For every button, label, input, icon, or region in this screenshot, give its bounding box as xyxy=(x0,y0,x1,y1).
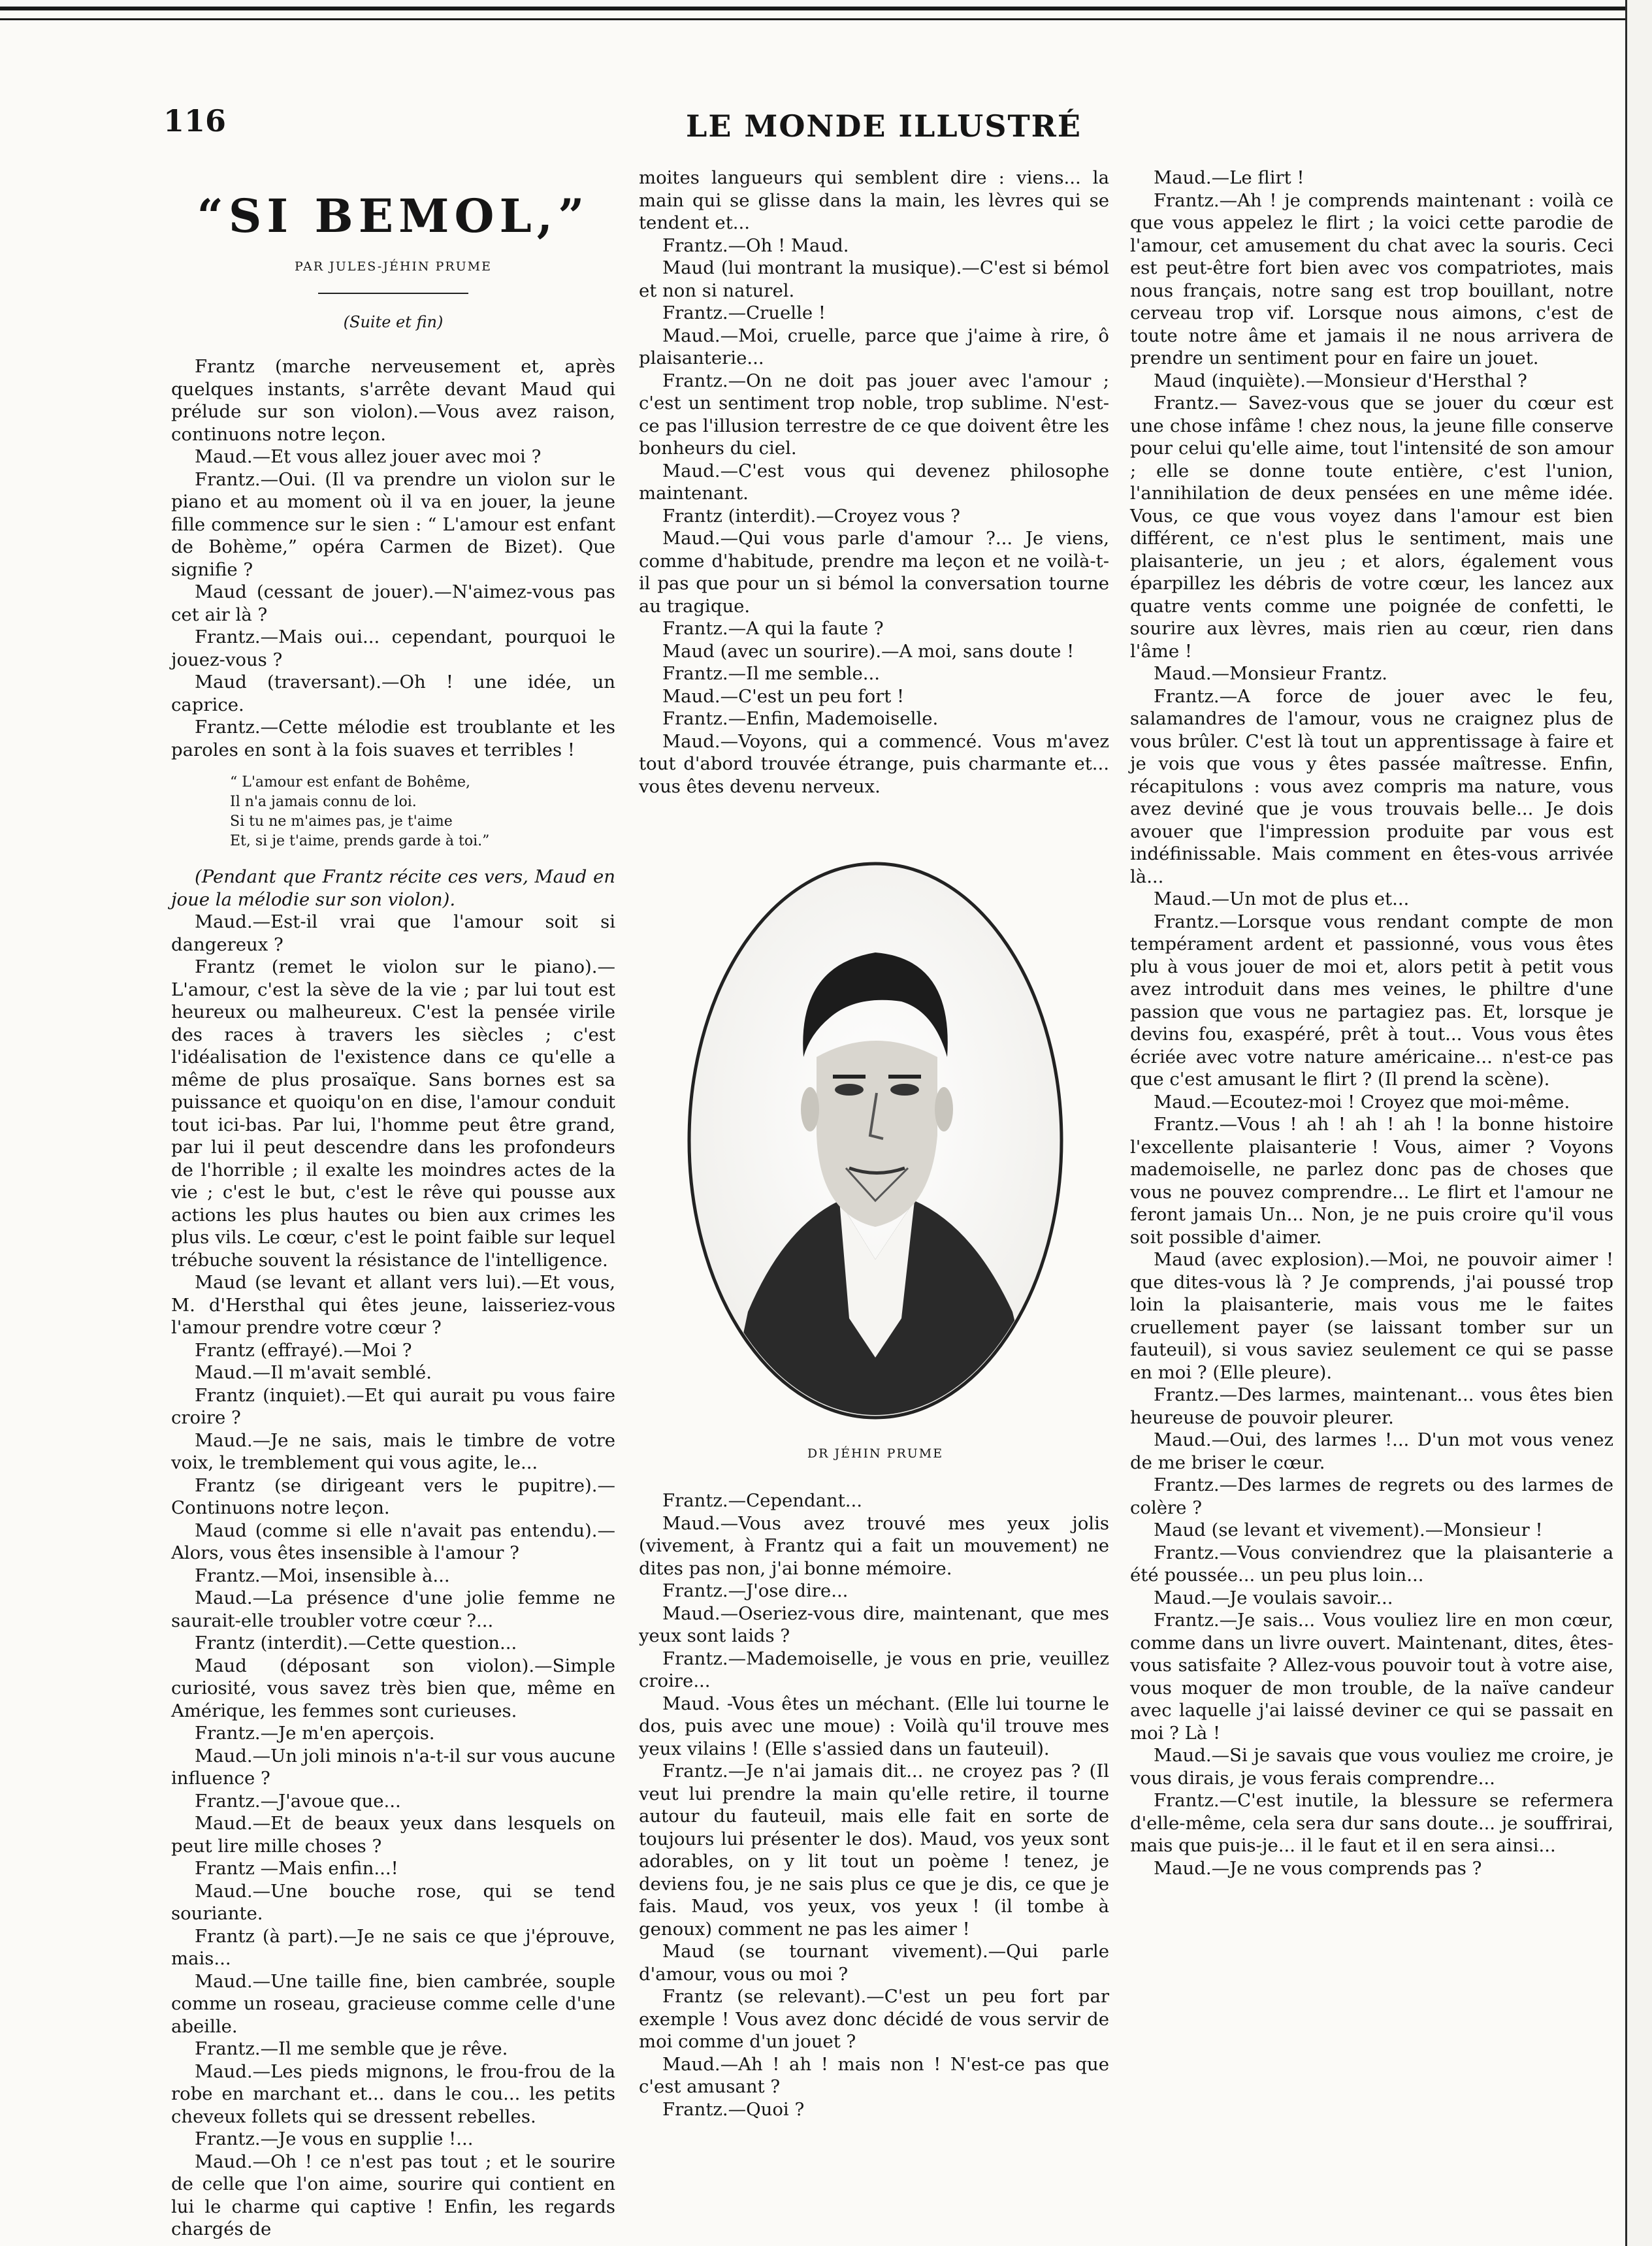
paragraph: Maud (inquiète).—Monsieur d'Hersthal ? xyxy=(1154,370,1527,391)
paragraph: Maud.—Oh ! ce n'est pas tout ; et le sourire de celle que l'on aime, sourire qui contient en lui le charme qui captive ! Enfin, les regards chargés de xyxy=(171,2151,615,2239)
paragraph: moites langueurs qui semblent dire : viens... la main qui se glisse dans la main, les lèvres qui se tendent et... xyxy=(639,167,1109,233)
paragraph: Maud.—Monsieur Frantz. xyxy=(1154,663,1387,684)
paragraph: Frantz.—Quoi ? xyxy=(662,2098,805,2120)
paragraph: Frantz (interdit).—Cette question... xyxy=(195,1633,517,1653)
paragraph: Maud.—Une bouche rose, qui se tend souriante. xyxy=(171,1880,615,1924)
article-title: “SI BEMOL,” xyxy=(197,189,590,243)
paragraph: Frantz.—Mademoiselle, je vous en prie, veuillez croire... xyxy=(639,1648,1109,1691)
paragraph: Frantz.—Vous ! ah ! ah ! ah ! la bonne histoire l'excellente plaisanterie ! Vous, aimer ? Voyons mademoiselle, ne parlez donc pas de choses que vous ne pouvez comprendre... Le flirt et l'amour ne feront jamais Un... Non, je ne puis croire qu'il vous soit possible d'aimer. xyxy=(1130,1114,1613,1248)
paragraph: (Pendant que Frantz récite ces vers, Maud en joue la mélodie sur son violon). xyxy=(171,866,615,910)
paragraph: Frantz.—Lorsque vous rendant compte de mon tempérament ardent et passionné, vous vous êtes plu à vous jouer de moi et, alors petit à petit vous avez introduit dans mes veines, le philtre d'une passion que vous ne partagiez pas. Et, lorsque je devins fou, exaspéré, prêt à tout... Vous vous êtes écriée avec votre nature américaine... n'est-ce pas que c'est amusant le flirt ? (Il prend la scène). xyxy=(1130,911,1613,1090)
publication-masthead: LE MONDE ILLUSTRÉ xyxy=(686,108,1082,144)
adjacent-page-edge xyxy=(1625,0,1652,2246)
paragraph: Maud.—Ecoutez-moi ! Croyez que moi-même. xyxy=(1154,1091,1570,1113)
paragraph: Frantz.—Vous conviendrez que la plaisanterie a été poussée... un peu plus loin... xyxy=(1130,1542,1613,1586)
paragraph: Maud.—Il m'avait semblé. xyxy=(195,1362,432,1383)
paragraph: Frantz.—A force de jouer avec le feu, salamandres de l'amour, vous ne craignez plus de vous brûler. C'est là tout un apprentissage à faire et je vois que vous y êtes passée maîtresse. Enfin, récapitulons : vous avez compris ma nature, vous avez deviné que je vous trouvais belle... Je dois avouer que l'impression produite par vous est indéfinissable. Mais comment en êtes-vous arrivée là... xyxy=(1130,685,1613,887)
paragraph: Frantz.—Enfin, Mademoiselle. xyxy=(662,708,939,729)
paragraph: Frantz.—C'est inutile, la blessure se refermera d'elle-même, cela sera dur sans doute... je souffrirai, mais que puis-je... il le faut et il en sera ainsi... xyxy=(1130,1790,1613,1856)
paragraph: Frantz (se dirigeant vers le pupitre).—Continuons notre leçon. xyxy=(171,1474,615,1518)
paragraph: Maud.—Un mot de plus et... xyxy=(1154,888,1410,909)
verse-line: Si tu ne m'aimes pas, je t'aime xyxy=(230,813,453,830)
paragraph: Maud.—Et vous allez jouer avec moi ? xyxy=(195,446,542,467)
paragraph: Maud (lui montrant la musique).—C'est si bémol et non si naturel. xyxy=(639,257,1109,301)
portrait-image xyxy=(686,861,1065,1420)
column-2 xyxy=(639,167,1109,798)
paragraph: Frantz.—Je vous en supplie !... xyxy=(195,2128,474,2149)
paragraph: Frantz (inquiet).—Et qui aurait pu vous faire croire ? xyxy=(171,1384,615,1428)
paragraph: Maud.—Oui, des larmes !... D'un mot vous venez de me briser le cœur. xyxy=(1130,1429,1613,1473)
portrait-caption: DR JÉHIN PRUME xyxy=(807,1446,944,1461)
paragraph: Maud (comme si elle n'avait pas entendu).—Alors, vous êtes insensible à l'amour ? xyxy=(171,1520,615,1563)
paragraph: Frantz.—Je m'en aperçois. xyxy=(195,1723,435,1744)
paragraph: Frantz.—Ah ! je comprends maintenant : voilà ce que vous appelez le flirt ; la voici cette parodie de l'amour, cet amusement du chat avec la souris. Ceci est peut-être fort bien avec vos compatriotes, mais nous français, notre sang est trop bouillant, notre cerveau trop vif. Lorsque nous aimons, c'est de toute notre âme et jamais il ne nous arrivera de prendre un sentiment pour en faire un jouet. xyxy=(1130,189,1613,368)
paragraph: Frantz (effrayé).—Moi ? xyxy=(195,1339,412,1361)
verse-line: Il n'a jamais connu de loi. xyxy=(230,794,417,810)
paragraph: Maud.—Est-il vrai que l'amour soit si dangereux ? xyxy=(171,911,615,955)
paragraph: Maud (cessant de jouer).—N'aimez-vous pas cet air là ? xyxy=(171,581,615,625)
paragraph: Frantz (interdit).—Croyez vous ? xyxy=(662,505,960,527)
paragraph: Maud.—Ah ! ah ! mais non ! N'est-ce pas que c'est amusant ? xyxy=(639,2053,1109,2097)
paragraph: Maud.—C'est un peu fort ! xyxy=(662,685,905,707)
paragraph: Frantz.—Mais oui... cependant, pourquoi le jouez-vous ? xyxy=(171,627,615,670)
portrait-illustration xyxy=(686,861,1065,1420)
verse-quote xyxy=(230,773,615,851)
paragraph: Frantz.—Oh ! Maud. xyxy=(662,235,849,256)
paragraph: Maud.—Le flirt ! xyxy=(1154,167,1304,188)
paragraph: Maud.—Je voulais savoir... xyxy=(1154,1587,1393,1608)
column-1 xyxy=(171,167,615,2241)
article-byline: PAR JULES-JÉHIN PRUME xyxy=(294,259,492,274)
paragraph: Frantz.—J'ose dire... xyxy=(662,1580,849,1601)
paragraph: Maud.—C'est vous qui devenez philosophe maintenant. xyxy=(639,460,1109,504)
paragraph: Frantz.—Il me semble que je rêve. xyxy=(195,2038,508,2059)
paragraph: Maud.—Je ne vous comprends pas ? xyxy=(1154,1857,1482,1879)
paragraph: Frantz.—Oui. (Il va prendre un violon sur le piano et au moment où il va en jouer, la jeune fille commence sur le sien : “ L'amour est enfant de Bohème,” opéra Carmen de Bizet). Que signifie ? xyxy=(171,468,615,580)
paragraph: Frantz.—Je n'ai jamais dit... ne croyez pas ? (Il veut lui prendre la main qu'elle retire, il tourne autour du fauteuil, mais elle fait en sorte de toujours lui présenter le dos). Maud, vos yeux sont adorables, on y lit tout un poème ! tenez, je deviens fou, je ne sais plus ce que je dis, ce que je fais. Maud, vos yeux, vos yeux ! (il tombe à genoux) comment ne pas les aimer ! xyxy=(639,1761,1109,1940)
paragraph: Frantz.—Cette mélodie est troublante et les paroles en sont à la fois suaves et terribles ! xyxy=(171,717,615,760)
paragraph: Frantz —Mais enfin...! xyxy=(195,1858,398,1879)
paragraph: Maud (se levant et vivement).—Monsieur ! xyxy=(1154,1520,1543,1540)
paragraph: Maud (se levant et allant vers lui).—Et vous, M. d'Hersthal qui êtes jeune, laisseriez-vous l'amour prendre votre cœur ? xyxy=(171,1272,615,1338)
paragraph: Maud (avec explosion).—Moi, ne pouvoir aimer ! que dites-vous là ? Je comprends, j'ai poussé trop loin la plaisanterie, mais vous me le faites cruellement payer (se laissant tomber sur un fauteuil), si vous saviez seulement ce qui se passe en moi ? (Elle pleure). xyxy=(1130,1249,1613,1383)
paragraph: Frantz.—Cruelle ! xyxy=(662,302,826,323)
paragraph: Frantz.—Cependant... xyxy=(662,1490,863,1511)
paragraph: Frantz.—Des larmes de regrets ou des larmes de colère ? xyxy=(1130,1474,1613,1518)
paragraph: Frantz.— Savez-vous que se jouer du cœur est une chose infâme ! chez nous, la jeune fille conserve pour celui qu'elle aime, tout l'intensité de son amour ; elle se donne toute entière, c'est l'union, l'annihilation de deux pensées en une même idée. Vous, ce que vous voyez dans l'amour est bien différent, ce n'est plus le sentiment, mais une plaisanterie, un jeu ; et alors, également vous éparpillez les débris de votre cœur, les lancez aux quatre vents comme une poignée de confetti, le sourire aux lèvres, mais rien au cœur, rien dans l'âme ! xyxy=(1130,393,1613,662)
top-rule-thin xyxy=(0,18,1652,20)
continued-note: (Suite et fin) xyxy=(343,312,444,331)
paragraph: Maud.—Et de beaux yeux dans lesquels on peut lire mille choses ? xyxy=(171,1813,615,1857)
paragraph: Frantz.—J'avoue que... xyxy=(195,1790,401,1812)
paragraph: Frantz (remet le violon sur le piano).—L'amour, c'est la sève de la vie ; par lui tout est heureux ou malheureux. C'est la pensée virile des races à travers les siècles ; c'est l'idéalisation de l'existence dans ce qu'elle a même de plus prosaïque. Sans bornes est sa puissance et quoiqu'on en dise, l'amour conduit tout ici-bas. Par lui, l'homme peut être grand, par lui il peut descendre dans les profondeurs de l'horrible ; il exalte les moindres actes de la vie ; c'est le but, c'est le rêve qui pousse aux actions les plus hautes ou bien aux crimes les plus vils. Le cœur, c'est le point faible sur lequel trébuche souvent la résistance de l'intelligence. xyxy=(171,956,615,1271)
paragraph: Maud.—Les pieds mignons, le frou-frou de la robe en marchant et... dans le cou... les petits cheveux follets qui se dressent rebelles. xyxy=(171,2060,615,2127)
page-number: 116 xyxy=(163,103,227,138)
paragraph: Maud.—Oseriez-vous dire, maintenant, que mes yeux sont laids ? xyxy=(639,1603,1109,1646)
top-rule xyxy=(0,7,1652,10)
paragraph: Frantz.—Moi, insensible à... xyxy=(195,1565,450,1586)
paragraph: Maud.—La présence d'une jolie femme ne saurait-elle troubler votre cœur ?... xyxy=(171,1587,615,1631)
paragraph: Maud.—Voyons, qui a commencé. Vous m'avez tout d'abord trouvée étrange, puis charmante et... vous êtes devenu nerveux. xyxy=(639,730,1109,797)
paragraph: Maud (se tournant vivement).—Qui parle d'amour, vous ou moi ? xyxy=(639,1941,1109,1985)
paragraph: Maud (déposant son violon).—Simple curiosité, vous savez très bien que, même en Amérique, les femmes sont curieuses. xyxy=(171,1655,615,1721)
paragraph: Maud.—Une taille fine, bien cambrée, souple comme un roseau, gracieuse comme celle d'une abeille. xyxy=(171,1970,615,2037)
paragraph: Maud.—Si je savais que vous vouliez me croire, je vous dirais, je vous ferais comprendre... xyxy=(1130,1745,1613,1789)
paragraph: Frantz.—On ne doit pas jouer avec l'amour ; c'est un sentiment trop noble, trop sublime. N'est-ce pas l'illusion terrestre de ce que doivent être les bonheurs du ciel. xyxy=(639,370,1109,459)
paragraph: Frantz (à part).—Je ne sais ce que j'éprouve, mais... xyxy=(171,1925,615,1969)
paragraph: Maud.—Qui vous parle d'amour ?... Je viens, comme d'habitude, prendre ma leçon et ne voilà-t-il pas que pour un si bémol la conversation tourne au tragique. xyxy=(639,528,1109,617)
paragraph: Frantz.—Des larmes, maintenant... vous êtes bien heureuse de pouvoir pleurer. xyxy=(1130,1384,1613,1428)
paragraph: Maud (traversant).—Oh ! une idée, un caprice. xyxy=(171,672,615,715)
paragraph: Maud (avec un sourire).—A moi, sans doute ! xyxy=(662,640,1075,662)
paragraph: Frantz (marche nerveusement et, après quelques instants, s'arrête devant Maud qui prélude sur son violon).—Vous avez raison, continuons notre leçon. xyxy=(171,356,615,445)
paragraph: Frantz.—Je sais... Vous vouliez lire en mon cœur, comme dans un livre ouvert. Maintenant, dites, êtes-vous satisfaite ? Allez-vous pouvoir tout à votre aise, vous moquer de mon trouble, de la naïve candeur avec laquelle j'ai laissé deviner ce qui se passait en moi ? Là ! xyxy=(1130,1610,1613,1744)
paragraph: Maud.—Vous avez trouvé mes yeux jolis (vivement, à Frantz qui a fait un mouvement) ne dites pas non, j'ai bonne mémoire. xyxy=(639,1512,1109,1579)
verse-line: Et, si je t'aime, prends garde à toi.” xyxy=(230,833,490,849)
paragraph: Frantz.—Il me semble... xyxy=(662,663,880,684)
paragraph: Maud.—Un joli minois n'a-t-il sur vous aucune influence ? xyxy=(171,1745,615,1789)
paragraph: Frantz (se relevant).—C'est un peu fort par exemple ! Vous avez donc décidé de vous servir de moi comme d'un jouet ? xyxy=(639,1986,1109,2052)
paragraph: Maud.—Moi, cruelle, parce que j'aime à rire, ô plaisanterie... xyxy=(639,325,1109,368)
verse-line: “ L'amour est enfant de Bohême, xyxy=(230,774,470,790)
title-separator xyxy=(318,293,468,294)
column-3 xyxy=(1130,167,1613,1880)
paragraph: Maud. -Vous êtes un méchant. (Elle lui tourne le dos, puis avec une moue) : Voilà qu'il trouve mes yeux vilains ! (Elle s'assied dans un fauteuil). xyxy=(639,1693,1109,1759)
paragraph: Frantz.—A qui la faute ? xyxy=(662,618,884,639)
column-2-lower xyxy=(639,1489,1109,2121)
paragraph: Maud.—Je ne sais, mais le timbre de votre voix, le tremblement qui vous agite, le... xyxy=(171,1429,615,1473)
